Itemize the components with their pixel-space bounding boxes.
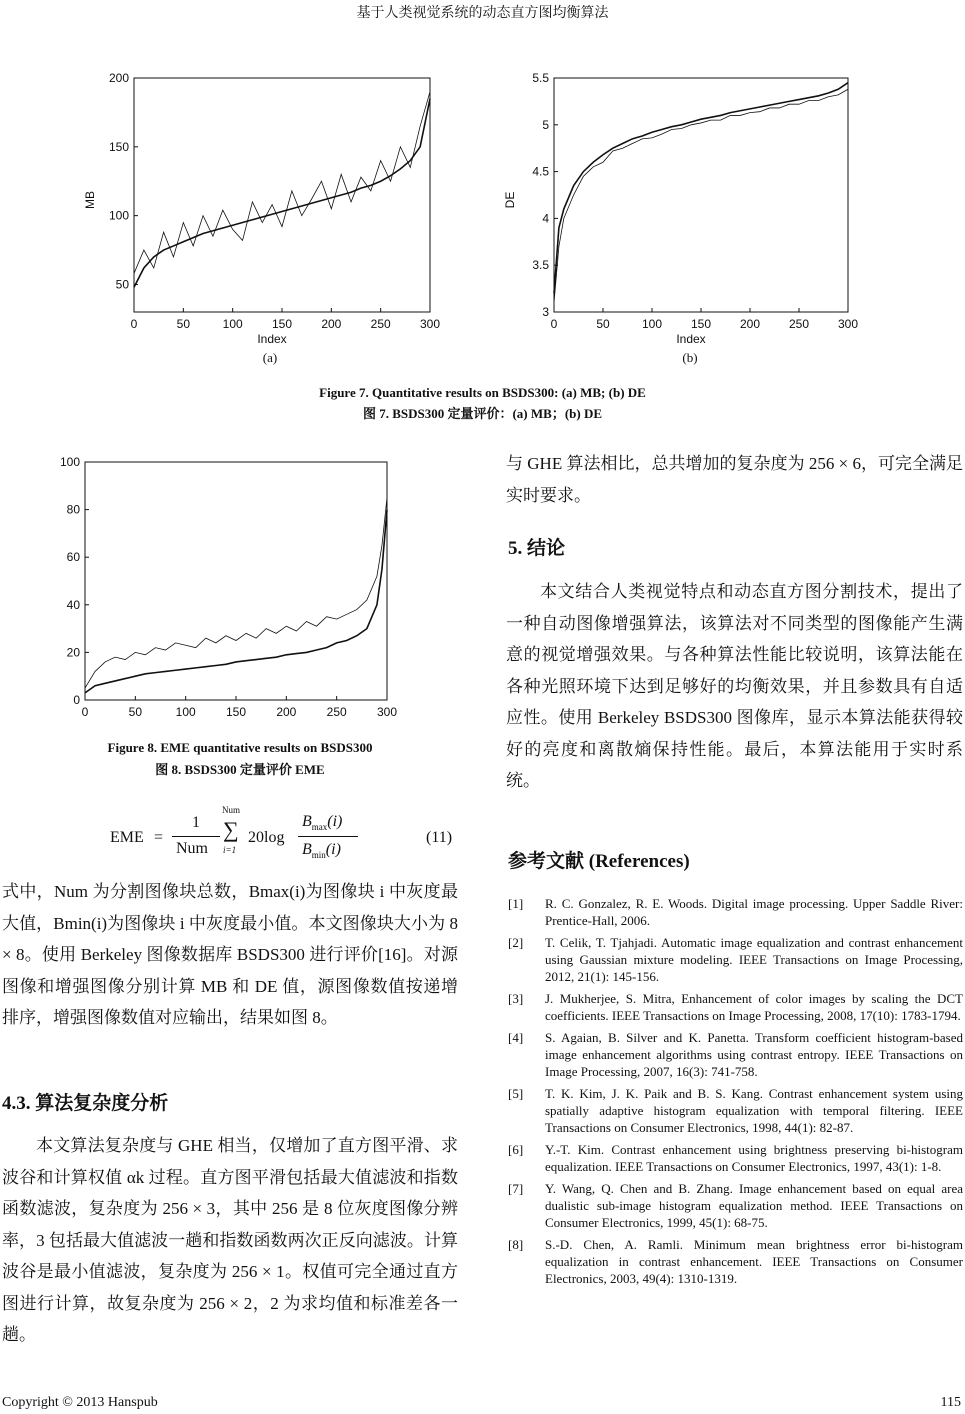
figure7-caption-en: Figure 7. Quantitative results on BSDS300: (a) MB; (b) DE (319, 385, 646, 400)
subfigure-label-a: (a) (262, 350, 278, 365)
paragraph-conclusion: 本文结合人类视觉特点和动态直方图分割技术，提出了一种自动图像增强算法，该算法对不同类型的图像能产生满意的视觉增强效果。与各种算法性能比较说明，该算法能在各种光照环境下达到足够好的均衡效果，并且参数具有自适应性。使用 Berkeley BSDS300 图像库，显示本算法能获得较好的亮度和离散熵保持性能。最后，本算法能用于实时系统。 (506, 582, 963, 790)
x-tick-label: 250 (370, 317, 391, 331)
paragraph-complexity-cont: 与 GHE 算法相比，总共增加的复杂度为 256 × 6，可完全满足实时要求。 (506, 454, 963, 505)
eq-sum-top: Num (222, 805, 240, 815)
x-tick-label: 300 (419, 317, 441, 331)
y-tick-label: 100 (59, 455, 80, 469)
left-paragraph-1 (2, 876, 458, 1034)
paragraph-eme-description: 式中，Num 为分割图像块总数，Bmax(i)为图像块 i 中灰度最大值，Bmin(i)为图像块 i 中灰度最小值。本文图像块大小为 8 × 8。使用 Berkeley 图像数据库 BSDS300 进行评价[16]。对源图像和增强图像分别计算 MB 和 DE 值，源图像数值按递增排序，增强图像数值对应输出，结果如图 8。 (2, 882, 458, 1027)
series-line-source (554, 83, 848, 294)
copyright: Copyright © 2013 Hanspub (2, 1395, 158, 1410)
y-tick-label: 3.5 (532, 258, 549, 273)
running-header: 基于人类视觉系统的动态直方图均衡算法 (356, 6, 609, 21)
reference-number: [7] (508, 1181, 524, 1196)
chart-de (500, 65, 880, 355)
y-tick-label: 3 (542, 305, 549, 319)
x-tick-label: 250 (788, 317, 810, 331)
reference-text: S.-D. Chen, A. Ramli. Minimum mean brightness error bi-histogram equalization in contrast enhancement. IEEE Transactions on Consumer Electronics, 2003, 49(4): 1310-1319. (545, 1237, 963, 1286)
x-tick-label: 100 (175, 705, 196, 719)
x-tick-label: 50 (128, 705, 143, 719)
reference-number: [5] (508, 1086, 524, 1101)
reference-item (508, 1141, 963, 1175)
reference-number: [8] (508, 1237, 524, 1252)
reference-number: [3] (508, 991, 524, 1006)
right-paragraph-0 (506, 448, 963, 511)
plot-frame (85, 462, 387, 700)
section-4-3-heading: 4.3. 算法复杂度分析 (2, 1093, 169, 1114)
subfigure-label-b: (b) (682, 350, 698, 365)
x-tick-label: 150 (690, 317, 712, 331)
figure8-caption-zh: 图 8. BSDS300 定量评价 EME (155, 762, 325, 777)
y-tick-label: 4.5 (532, 164, 549, 179)
page-number: 115 (940, 1395, 961, 1410)
reference-item (508, 1180, 963, 1231)
y-tick-label: 20 (66, 645, 80, 660)
x-tick-label: 300 (376, 705, 398, 719)
y-axis-label: DE (503, 191, 517, 209)
eq-numerator: 1 (192, 814, 200, 831)
x-tick-label: 200 (321, 317, 342, 331)
paragraph-complexity: 本文算法复杂度与 GHE 相当，仅增加了直方图平滑、求波谷和计算权值 αk 过程。直方图平滑包括最大值滤波和指数函数滤波，复杂度为 256 × 3，其中 256 是 8 位灰度图像分辨率，3 包括最大值滤波一趟和指数函数两次正反向滤波。计算波谷是最小值滤波，复杂度为 256 × 1。权值可完全通过直方图进行计算，故复杂度为 256 × 2，2 为求均值和标准差各一趟。 (2, 1136, 458, 1344)
eq-number: (11) (426, 829, 453, 846)
series-line-enhanced (134, 92, 430, 274)
y-tick-label: 5.5 (532, 71, 549, 85)
reference-text: Y. Wang, Q. Chen and B. Zhang. Image enhancement based on equal area dualistic sub-image histogram equalization method. IEEE Transactions on Consumer Electronics, 1999, 45(1): 68-75. (545, 1181, 963, 1230)
y-tick-label: 100 (108, 208, 129, 223)
right-paragraph-1 (506, 576, 963, 797)
x-tick-label: 0 (130, 317, 138, 331)
reference-item (508, 895, 963, 929)
eq-sum-bottom: i=1 (223, 845, 237, 855)
references-list (508, 895, 963, 1292)
eq-bmax: $B_{max}(i)$ (302, 813, 343, 833)
reference-text: T. Celik, T. Tjahjadi. Automatic image equalization and contrast enhancement using Gaussian mixture modeling. IEEE Transactions on Image Processing, 2012, 21(1): 145-156. (545, 935, 963, 984)
y-tick-label: 200 (108, 71, 129, 85)
sigma-symbol: ∑ (223, 817, 239, 842)
y-tick-label: 4 (542, 211, 549, 226)
x-tick-label: 200 (276, 705, 297, 719)
reference-number: [2] (508, 935, 524, 950)
series-line-source (134, 99, 430, 288)
plot-frame (554, 78, 848, 312)
x-axis-label: Index (257, 332, 287, 346)
reference-number: [1] (508, 896, 524, 911)
series-line-source (85, 510, 387, 693)
reference-text: Y.-T. Kim. Contrast enhancement using brightness preserving bi-histogram equalization. IEEE Transactions on Consumer Electronics, 1997, 43(1): 1-8. (545, 1142, 963, 1174)
y-tick-label: 0 (73, 693, 80, 707)
x-tick-label: 100 (641, 317, 663, 331)
reference-text: R. C. Gonzalez, R. E. Woods. Digital image processing. Upper Saddle River: Prentice-Hall, 2006. (545, 896, 963, 928)
x-tick-label: 50 (596, 317, 610, 331)
x-tick-label: 150 (225, 705, 247, 719)
reference-text: J. Mukherjee, S. Mitra, Enhancement of color images by scaling the DCT coefficients. IEEE Transactions on Image Processing, 2008, 17(10): 1783-1794. (545, 991, 963, 1023)
y-tick-label: 40 (66, 597, 80, 612)
equation-11 (110, 806, 470, 870)
section-5-heading: 5. 结论 (508, 538, 566, 559)
chart-mb (80, 65, 460, 355)
y-tick-label: 50 (115, 277, 129, 292)
eq-bmin: $B_{min}(i)$ (302, 841, 341, 861)
reference-item (508, 934, 963, 985)
reference-number: [6] (508, 1142, 524, 1157)
references-heading: 参考文献 (References) (508, 851, 690, 872)
x-axis-label: Index (676, 332, 706, 346)
y-axis-label: MB (83, 191, 97, 209)
x-tick-label: 50 (176, 317, 191, 331)
eq-denominator: Num (176, 840, 208, 857)
y-tick-label: 5 (542, 117, 549, 132)
y-tick-label: 80 (66, 502, 80, 517)
reference-item (508, 990, 963, 1024)
x-tick-label: 250 (326, 705, 347, 719)
x-tick-label: 300 (837, 317, 859, 331)
reference-text: T. K. Kim, J. K. Paik and B. S. Kang. Contrast enhancement system using spatially adaptive histogram equalization with temporal filtering. IEEE Transactions on Consumer Electronics, 1998, 44(1): 82-87. (545, 1086, 963, 1135)
eq-lhs: EME (110, 829, 144, 846)
reference-text: S. Agaian, B. Silver and K. Panetta. Transform coefficient histogram-based image enhancement algorithms using contrast entropy. IEEE Transactions on Image Processing, 2007, 16(3): 741-758. (545, 1030, 963, 1079)
series-line-enhanced (85, 498, 387, 688)
eq-coef: 20log (248, 829, 285, 846)
x-tick-label: 150 (271, 317, 293, 331)
reference-item (508, 1029, 963, 1080)
chart-eme (40, 450, 420, 730)
y-tick-label: 150 (108, 139, 129, 154)
figure7-caption-zh: 图 7. BSDS300 定量评价：(a) MB；(b) DE (362, 406, 603, 421)
y-tick-label: 60 (66, 550, 80, 565)
left-paragraph-2 (2, 1130, 458, 1351)
plot-frame (134, 78, 430, 312)
x-tick-label: 100 (222, 317, 243, 331)
reference-item (508, 1236, 963, 1287)
x-tick-label: 0 (81, 705, 89, 719)
series-line-enhanced (554, 89, 848, 302)
eq-sign: = (154, 829, 164, 846)
x-tick-label: 200 (739, 317, 761, 331)
reference-number: [4] (508, 1030, 524, 1045)
reference-item (508, 1085, 963, 1136)
x-tick-label: 0 (550, 317, 558, 331)
figure8-caption-en: Figure 8. EME quantitative results on BSDS300 (107, 740, 373, 755)
